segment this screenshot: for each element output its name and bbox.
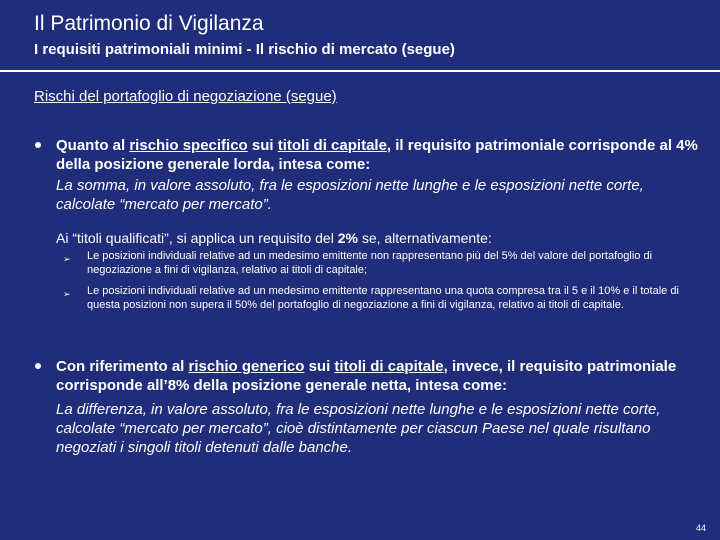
bullet-dot-icon xyxy=(35,142,41,148)
bullet-2-intro-a: Con riferimento al xyxy=(56,358,189,375)
sub-item-2: Le posizioni individuali relative ad un medesimo emittente rappresentano una quota compresa tra il 5 e il 10% e il totale di questa posizioni non supera il 50% del portafoglio di negoziazione a fini di vigilanza, relativo ai titoli di capitale. xyxy=(87,285,679,311)
arrow-icon: ➢ xyxy=(63,254,71,264)
qualified-percent: 2% xyxy=(337,230,358,246)
qualified-text-a: Ai “titoli qualificati”, si applica un requisito del xyxy=(56,230,338,246)
bullet-2-intro-c: , invece, il requisito patrimoniale corrisponde all’8% della posizione generale netta, intesa come: xyxy=(56,358,677,394)
bullet-dot-icon xyxy=(35,363,41,369)
bullet-1-intro-c: , il requisito patrimoniale corrisponde al 4% della posizione generale lorda, intesa come: xyxy=(56,137,698,173)
titoli-di-capitale-link: titoli di capitale xyxy=(334,358,444,375)
bullet-1-intro-b: sui xyxy=(247,137,278,154)
slide-subtitle: I requisiti patrimoniali minimi - Il rischio di mercato (segue) xyxy=(34,41,455,58)
rischio-specifico-link: rischio specifico xyxy=(129,137,248,154)
rischio-generico-link: rischio generico xyxy=(188,358,305,375)
bullet-1-definition: La somma, in valore assoluto, fra le esposizioni nette lunghe e le esposizioni nette corte, calcolate “mercato per mercato”. xyxy=(56,177,644,213)
header-divider xyxy=(0,70,720,72)
page-number: 44 xyxy=(695,523,706,533)
qualified-text-b: se, alternativamente: xyxy=(357,230,492,246)
bullet-2-intro-b: sui xyxy=(304,358,335,375)
sub-item-1: Le posizioni individuali relative ad un medesimo emittente non rappresentano più del 5% del valore del portafoglio di negoziazione a fini di vigilanza, relativo ai titoli di capitale; xyxy=(87,250,653,276)
qualified-titles-line xyxy=(56,229,701,248)
section-heading: Rischi del portafoglio di negoziazione (segue) xyxy=(34,88,337,105)
titoli-di-capitale-link: titoli di capitale xyxy=(277,137,387,154)
bullet-1-text xyxy=(56,136,701,214)
slide-title: Il Patrimonio di Vigilanza xyxy=(34,12,264,35)
arrow-icon: ➢ xyxy=(63,289,71,299)
bullet-2-text xyxy=(56,357,701,457)
bullet-2-definition: La differenza, in valore assoluto, fra le esposizioni nette lunghe e le esposizioni nette corte, calcolate “mercato per mercato”, cioè distintamente per ciascun Paese nel quale risultano negoziati i singoli titoli detenuti dalle banche. xyxy=(56,401,661,456)
bullet-2-intro xyxy=(56,357,701,395)
bullet-1-intro-a: Quanto al xyxy=(56,137,130,154)
bullet-1-intro xyxy=(56,136,701,174)
